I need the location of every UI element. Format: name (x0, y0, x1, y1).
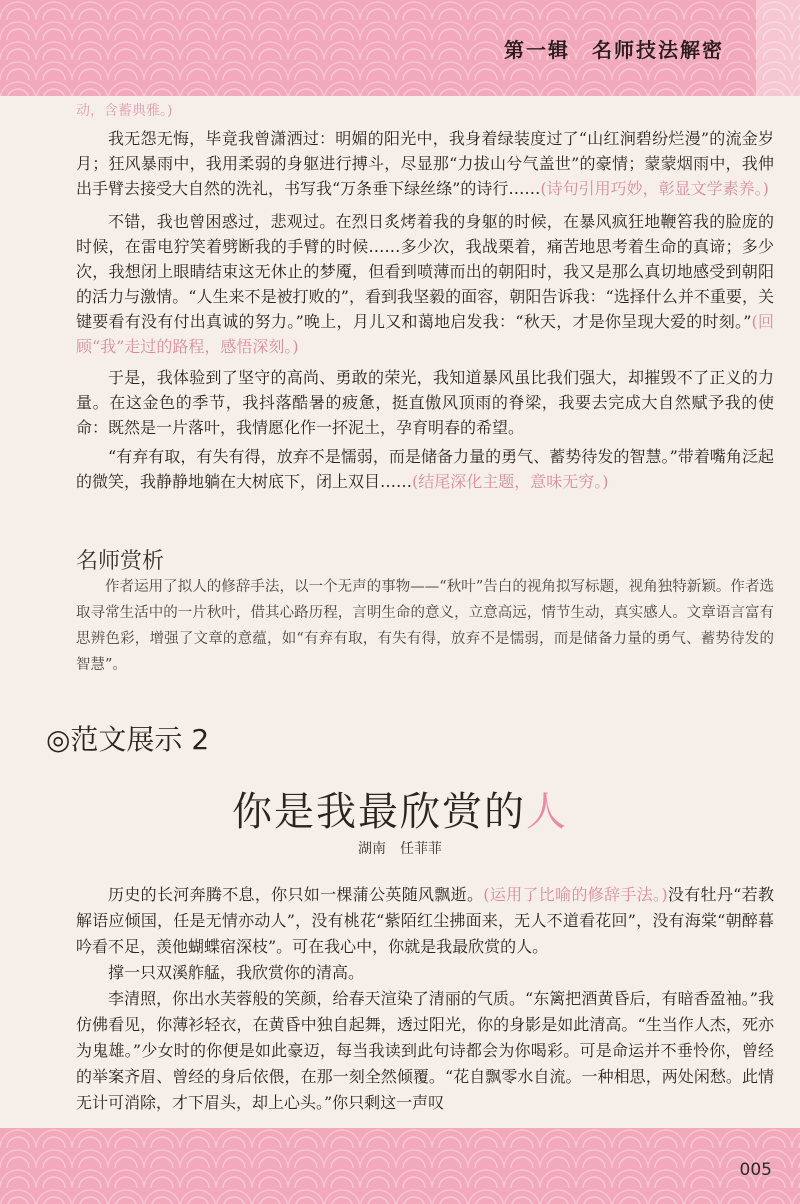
example-paragraph-3: 李清照，你出水芙蓉般的笑颜，给春天渲染了清丽的气质。“东篱把酒黄昏后，有暗香盈袖。”我仿佛看见，你薄衫轻衣，在黄昏中独自起舞，透过阳光，你的身影是如此清高。“生当作人杰，死亦为鬼雄。”少女时的你便是如此豪迈，每当我读到此句诗都会为你喝彩。可是命运并不垂怜你，曾经的举案齐眉、曾经的身后依偎，在那一刻全然倾覆。“花自飘零水自流。一种相思，两处闲愁。此情无计可消除，才下眉头，却上心头。”你只剩这一声叹 (76, 989, 774, 1112)
analysis-text: 作者运用了拟人的修辞手法，以一个无声的事物——“秋叶”告白的视角拟写标题，视角独特新颖。作者选取寻常生活中的一片秋叶，借其心路历程，言明生命的意义，立意高远，情节生动，真实感人。文章语言富有思辨色彩，增强了文章的意蕴，如“有弃有取，有失有得，放弃不是懦弱，而是储备力量的勇气、蓄势待发的智慧”。 (76, 579, 774, 673)
example-label: ◎范文展示 2 (46, 723, 210, 756)
essay-title-accent: 人 (526, 789, 568, 835)
paragraph-1: 我无怨无悔，毕竟我曾潇洒过：明媚的阳光中，我身着绿装度过了“山红涧碧纷烂漫”的流金岁月；狂风暴雨中，我用柔弱的身躯进行搏斗，尽显那“力拔山兮气盖世”的豪情；蒙蒙烟雨中，我伸出手臂去接受大自然的洗礼，书写我“万条垂下绿丝绦”的诗行……(诗句引用巧妙，彰显文学素养。) (76, 129, 774, 198)
annotation-note: (结尾深化主题，意味无穷。) (412, 472, 609, 491)
top-fragment-note: 动，含蓄典雅。) (76, 103, 173, 119)
example-paragraph-1: 历史的长河奔腾不息，你只如一棵蒲公英随风飘逝。(运用了比喻的修辞手法。)没有牡丹“若教解语应倾国，任是无情亦动人”，没有桃花“紫陌红尘拂面来，无人不道看花回”，没有海棠“朝醉暮吟看不足，羡他蝴蝶宿深枝”。可在我心中，你就是我最欣赏的人。 (76, 885, 774, 956)
header-tab (756, 0, 800, 96)
annotation-note: (诗句引用巧妙，彰显文学素养。) (540, 179, 769, 198)
paragraph-4: “有弃有取，有失有得，放弃不是懦弱，而是储备力量的勇气、蓄势待发的智慧。”带着嘴角泛起的微笑，我静静地躺在大树底下，闭上双目……(结尾深化主题，意味无穷。) (76, 447, 774, 491)
author-line: 湖南 任菲菲 (358, 841, 442, 857)
example-paragraph-2: 撑一只双溪舴艋，我欣赏你的清高。 (108, 963, 365, 982)
footer-band (0, 1128, 800, 1204)
analysis-heading: 名师赏析 (76, 549, 165, 574)
essay-title: 你是我最欣赏的人 (232, 789, 568, 835)
essay-body (76, 126, 774, 494)
section-title: 第一辑 名师技法解密 (504, 38, 724, 62)
example-essay-body (76, 882, 774, 1116)
paragraph-2: 不错，我也曾困惑过，悲观过。在烈日炙烤着我的身躯的时候，在暴风疯狂地鞭笞我的脸庞的时候，在雷电狞笑着劈断我的手臂的时候……多少次，我战栗着，痛苦地思考着生命的真谛；多少次，我想闭上眼睛结束这无休止的梦魇，但看到喷薄而出的朝阳时，我又是那么真切地感受到朝阳的活力与激情。“人生来不是被打败的”，看到我坚毅的面容，朝阳告诉我：“选择什么并不重要，关键要看有没有付出真诚的努力。”晚上，月儿又和蔼地启发我：“秋天，才是你呈现大爱的时刻。”(回顾“我”走过的路程，感悟深刻。) (76, 212, 774, 356)
paragraph-3: 于是，我体验到了坚守的高尚、勇敢的荣光，我知道暴风虽比我们强大，却摧毁不了正义的力量。在这金色的季节，我抖落酷暑的疲惫，挺直傲风顶雨的脊梁，我要去完成大自然赋予我的使命：既然是一片落叶，我情愿化作一抔泥土，孕育明春的希望。 (76, 368, 774, 437)
page-number: 005 (739, 1160, 772, 1180)
annotation-note: (回顾“我”走过的路程，感悟深刻。) (76, 312, 774, 356)
analysis-block (76, 574, 774, 678)
annotation-note: (运用了比喻的修辞手法。) (483, 885, 668, 904)
